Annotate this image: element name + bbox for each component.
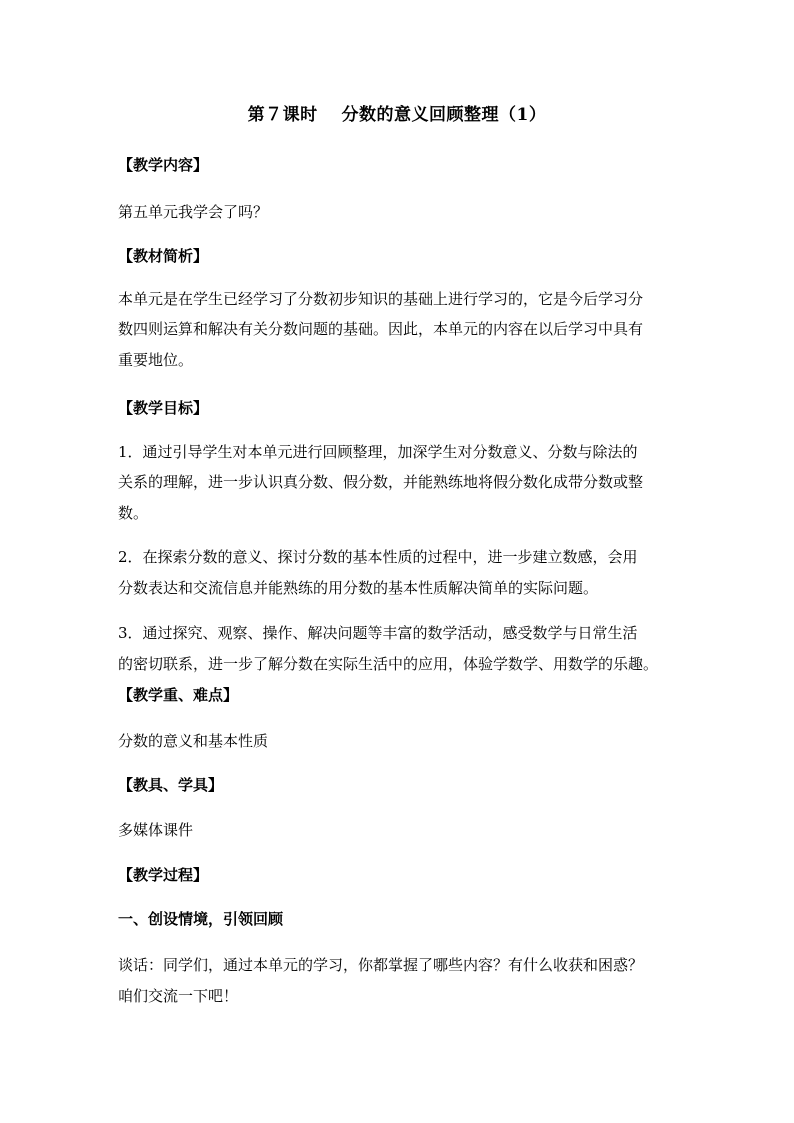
teaching-tools-text: 多媒体课件 <box>118 821 194 839</box>
key-points-text: 分数的意义和基本性质 <box>118 732 269 750</box>
analysis-line-3: 重要地位。 <box>118 351 194 369</box>
step1-line-2: 咱们交流一下吧！ <box>118 987 239 1005</box>
step1-heading: 一、创设情境，引领回顾 <box>118 910 284 928</box>
analysis-line-2: 数四则运算和解决有关分数问题的基础。因此，本单元的内容在以后学习中具有 <box>118 320 644 338</box>
heading-teaching-content: 【教学内容】 <box>118 156 209 174</box>
heading-material-analysis: 【教材简析】 <box>118 247 209 265</box>
goal2-line-1: 2．在探索分数的意义、探讨分数的基本性质的过程中，进一步建立数感，会用 <box>118 548 638 566</box>
goal3-line-1: 3．通过探究、观察、操作、解决问题等丰富的数学活动，感受数学与日常生活 <box>118 624 638 642</box>
goal3-line-2: 的密切联系，进一步了解分数在实际生活中的应用，体验学数学、用数学的乐趣。 <box>118 655 659 673</box>
heading-teaching-goals: 【教学目标】 <box>118 399 209 417</box>
goal1-line-1: 1．通过引导学生对本单元进行回顾整理，加深学生对分数意义、分数与除法的 <box>118 443 638 461</box>
goal1-line-3: 数。 <box>118 504 149 522</box>
teaching-content-text: 第五单元我学会了吗？ <box>118 203 269 221</box>
goal1-line-2: 关系的理解，进一步认识真分数、假分数，并能熟练地将假分数化成带分数或整 <box>118 473 644 491</box>
heading-key-points: 【教学重、难点】 <box>118 686 239 704</box>
goal2-line-2: 分数表达和交流信息并能熟练的用分数的基本性质解决简单的实际问题。 <box>118 579 599 597</box>
analysis-line-1: 本单元是在学生已经学习了分数初步知识的基础上进行学习的，它是今后学习分 <box>118 290 644 308</box>
heading-teaching-tools: 【教具、学具】 <box>118 776 224 794</box>
page-title: 第７课时 分数的意义回顾整理（1） <box>247 105 547 125</box>
heading-teaching-process: 【教学过程】 <box>118 866 209 884</box>
step1-line-1: 谈话：同学们，通过本单元的学习，你都掌握了哪些内容？有什么收获和困惑？ <box>118 956 644 974</box>
